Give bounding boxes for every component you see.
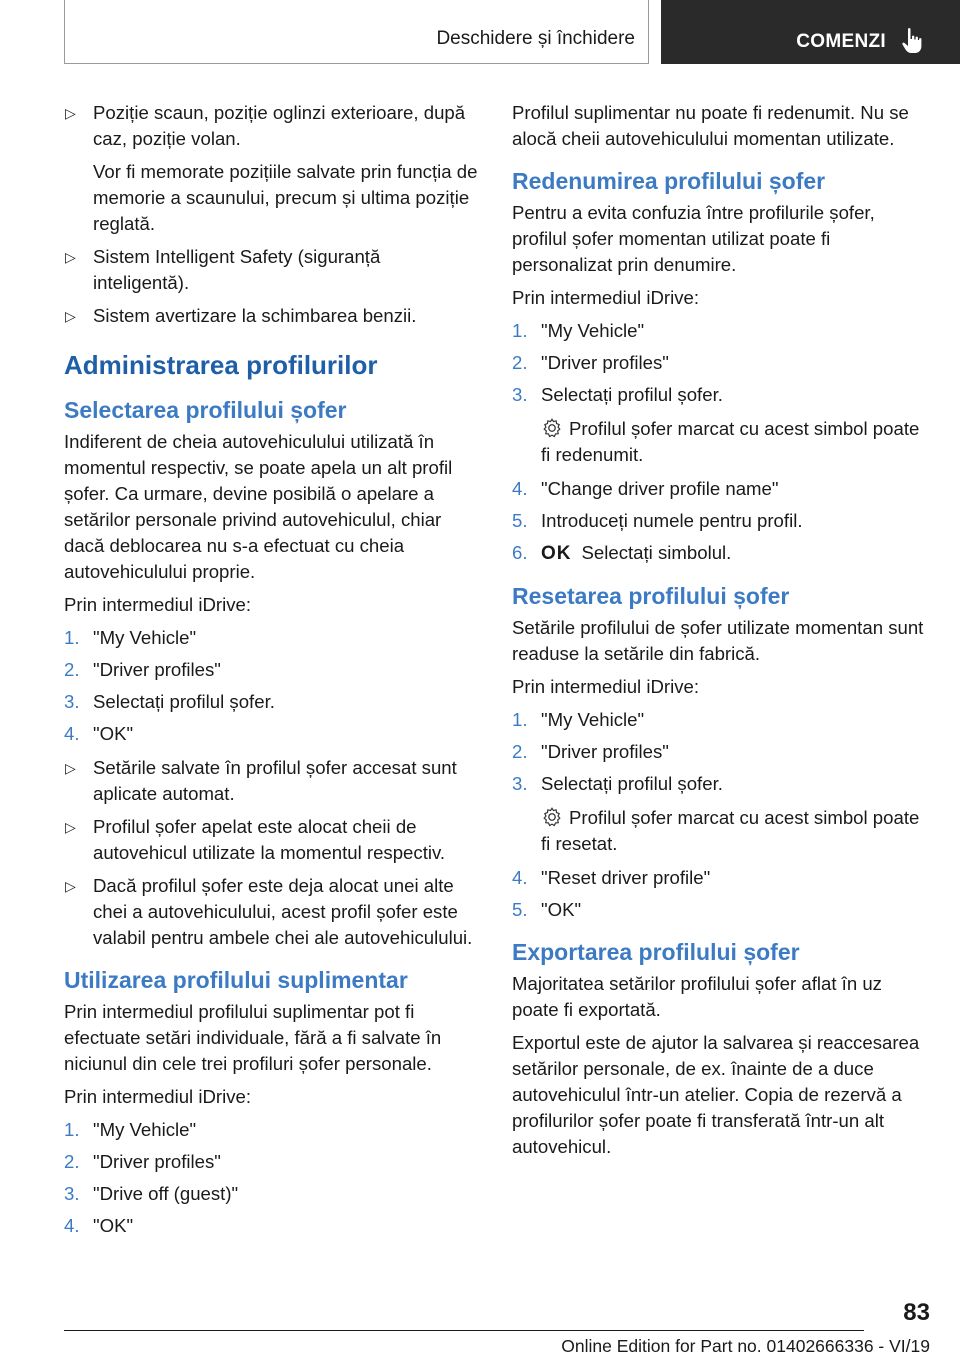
step-item: 1. "My Vehicle" (64, 1119, 197, 1140)
chapter-title: COMENZI (796, 31, 886, 52)
steps-list (512, 707, 924, 797)
step-item: 4. "OK" (64, 723, 134, 744)
step-item: 3. Selectați profilul șofer. (512, 773, 723, 794)
triangle-bullet-icon: ▷ (65, 105, 76, 121)
list-item: ▷ Poziție scaun, poziție oglinzi exterioare, după caz, poziție volan. (65, 102, 466, 149)
paragraph: Pentru a evita confuzia între profilurile șofer, profilul șofer momentan utilizat poate fi personalizat prin denumire. (512, 202, 875, 275)
chapter-heading: Administrarea profilurilor (64, 350, 378, 380)
section-heading: Utilizarea profilului suplimentar (64, 967, 408, 993)
triangle-bullet-icon: ▷ (65, 819, 76, 835)
page-header (0, 0, 960, 66)
steps-list (512, 476, 924, 567)
steps-list (64, 1117, 478, 1239)
step-item: 1. "My Vehicle" (64, 627, 197, 648)
paragraph: Majoritatea setărilor profilului șofer aflat în uz poate fi exportată. (512, 973, 882, 1020)
page-footer (64, 1288, 930, 1362)
paragraph: Prin intermediul iDrive: (512, 676, 700, 697)
step-item: 5. Introduceți numele pentru profil. (512, 510, 803, 531)
triangle-bullet-icon: ▷ (65, 878, 76, 894)
chapter-tab (661, 0, 960, 64)
symbol-note: Profilul șofer marcat cu acest simbol poate fi redenumit. (541, 418, 920, 465)
steps-list (64, 625, 478, 747)
left-column (64, 100, 478, 1247)
gear-icon (541, 417, 563, 439)
list-item: ▷ Dacă profilul șofer este deja alocat unei alte chei a autovehiculului, acest profil șofer este valabil pentru ambele chei ale autovehiculului. (65, 875, 473, 948)
step-item: 2. "Driver profiles" (64, 1151, 221, 1172)
paragraph: Prin intermediul iDrive: (64, 594, 252, 615)
step-item: 3. "Drive off (guest)" (64, 1183, 239, 1204)
paragraph: Profilul suplimentar nu poate fi redenumit. Nu se alocă cheii autovehiculului momentan utilizate. (512, 102, 909, 149)
triangle-bullet-icon: ▷ (65, 249, 76, 265)
footer-divider (64, 1330, 864, 1331)
step-item: 1. "My Vehicle" (512, 709, 645, 730)
ok-symbol: OK (541, 543, 572, 564)
section-tab (64, 0, 649, 64)
pointing-hand-icon (900, 27, 924, 55)
paragraph: Prin intermediul iDrive: (64, 1086, 252, 1107)
bullet-note: Vor fi memorate pozițiile salvate prin funcția de memorie a scaunului, precum și ultima poziție reglată. (93, 161, 478, 234)
section-heading: Resetarea profilului șofer (512, 583, 790, 609)
paragraph: Setările profilului de șofer utilizate momentan sunt readuse la setările din fabrică. (512, 617, 924, 664)
triangle-bullet-icon: ▷ (65, 760, 76, 776)
section-heading: Redenumirea profilului șofer (512, 168, 826, 194)
section-heading: Selectarea profilului șofer (64, 397, 347, 423)
paragraph: Prin intermediul profilului suplimentar pot fi efectuate setări individuale, fără a fi salvate în niciunul din cele trei profiluri șofer personale. (64, 1001, 442, 1074)
gear-icon (541, 806, 563, 828)
edition-text: Online Edition for Part no. 01402666336 - VI/19 (561, 1336, 930, 1356)
step-item: 1. "My Vehicle" (512, 320, 645, 341)
symbol-note: Profilul șofer marcat cu acest simbol poate fi resetat. (541, 807, 920, 854)
step-item: 2. "Driver profiles" (64, 659, 221, 680)
paragraph: Prin intermediul iDrive: (512, 287, 700, 308)
step-item: 5. "OK" (512, 899, 582, 920)
step-item: 3. Selectați profilul șofer. (512, 384, 723, 405)
paragraph: Indiferent de cheia autovehiculului utilizată în momentul respectiv, se poate apela un alt profil șofer. Ca urmare, devine posibilă o apelare a setărilor personale privind autovehiculul, chiar dacă deblocarea nu s-a efectuat cu cheia autovehiculului proprie. (64, 431, 453, 582)
section-title: Deschidere și închidere (436, 28, 635, 49)
right-column (512, 100, 924, 1167)
list-item: ▷ Setările salvate în profilul șofer accesat sunt aplicate automat. (65, 757, 457, 804)
step-item: 4. "Change driver profile name" (512, 478, 779, 499)
step-item: 2. "Driver profiles" (512, 352, 669, 373)
list-item: ▷ Profilul șofer apelat este alocat cheii de autovehicul utilizate la momentul respectiv. (65, 816, 446, 863)
step-item: 2. "Driver profiles" (512, 741, 669, 762)
paragraph: Exportul este de ajutor la salvarea și reaccesarea setărilor personale, de ex. înainte de a duce autovehiculul într-un atelier. Copia de rezervă a profilurilor șofer poate fi transferată într-un alt autovehicul. (512, 1032, 920, 1157)
page-number: 83 (903, 1299, 930, 1326)
list-item: ▷ Sistem avertizare la schimbarea benzii. (64, 303, 478, 329)
step-item: 4. "Reset driver profile" (512, 867, 711, 888)
steps-list (512, 865, 924, 923)
list-item: ▷ Sistem Intelligent Safety (siguranță inteligentă). (65, 246, 381, 293)
section-heading: Exportarea profilului șofer (512, 939, 800, 965)
steps-list (512, 318, 924, 408)
step-item: 6. OK Selectați simbolul. (512, 542, 732, 564)
step-item: 3. Selectați profilul șofer. (64, 691, 275, 712)
step-item: 4. "OK" (64, 1215, 134, 1236)
triangle-bullet-icon: ▷ (65, 308, 76, 324)
